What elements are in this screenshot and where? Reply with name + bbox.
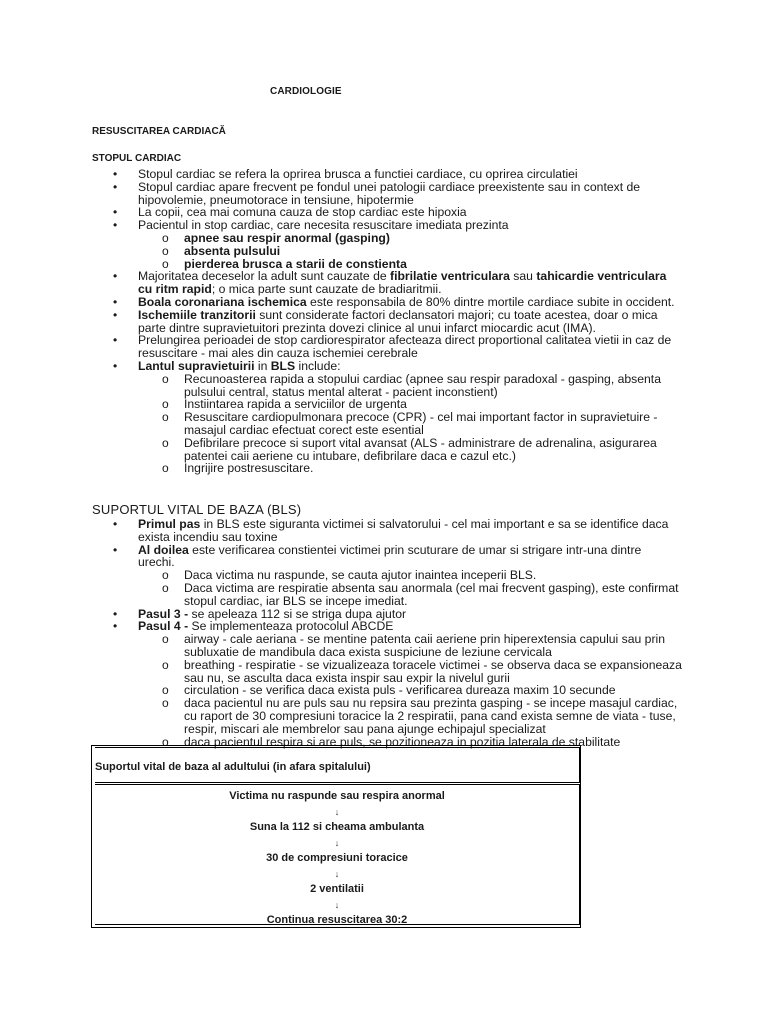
list-item-text: Pacientul in stop cardiac, care necesita resuscitare imediata prezinta bbox=[138, 218, 509, 233]
bullet-icon: • bbox=[113, 542, 118, 557]
arrow-down-icon: ↓ bbox=[334, 900, 340, 910]
bullet-icon: • bbox=[113, 167, 118, 181]
sub-list-item bbox=[0, 659, 768, 685]
sub-list-item-text: daca pacientul nu are puls sau nu repsira sau prezinta gasping - se incepe masajul cardiac, cu raport de 30 compresiuni toracice la 2 respiratii, pana cand exista semne de viata - tuse, respir, miscari ale membrelor sau pana ajunge echipajul specializat bbox=[184, 696, 678, 736]
bls-heading: SUPORTUL VITAL DE BAZA (BLS) bbox=[92, 502, 302, 517]
sub-list-item bbox=[0, 232, 768, 245]
list-item-text: Majoritatea deceselor la adult sunt cauzate de fibrilatie ventriculara sau tahicardie ventriculara cu ritm rapid; o mica parte sunt cauzate de bradiaritmii. bbox=[138, 269, 667, 297]
list-item-text: Boala coronariana ischemica este responsabila de 80% dintre mortile cardiace subite in occident. bbox=[138, 294, 675, 309]
list-item bbox=[0, 181, 768, 207]
sub-bullet-icon: o bbox=[162, 657, 169, 672]
sub-list-item bbox=[0, 437, 768, 463]
sub-list-item-text: Recunoasterea rapida a stopului cardiac (apnee sau respir paradoxal - gasping, absenta pulsului central, status mental alterat - pacient inconstient) bbox=[184, 371, 661, 399]
list-item-text: Al doilea este verificarea constientei victimei prin scuturare de umar si strigare intr-una dintre urechi. bbox=[138, 542, 642, 570]
sub-list-item-text: apnee sau respir anormal (gasping) bbox=[184, 230, 390, 245]
sub-bullet-icon: o bbox=[162, 371, 169, 386]
sub-list-item-text: Ingrijire postresuscitare. bbox=[184, 461, 314, 476]
sub-list-item-text: Daca victima nu raspunde, se cauta ajutor inaintea inceperii BLS. bbox=[184, 568, 537, 583]
list-item bbox=[0, 168, 768, 181]
list-item bbox=[0, 270, 768, 296]
sub-list-item bbox=[0, 373, 768, 399]
flow-step: Victima nu raspunde sau respira anormal bbox=[229, 790, 445, 802]
arrow-down-icon: ↓ bbox=[334, 869, 340, 879]
sub-list-item-text: pierderea brusca a starii de constienta bbox=[184, 256, 407, 271]
sub-list-item bbox=[0, 697, 768, 735]
sub-bullet-icon: o bbox=[162, 410, 169, 425]
bls-list bbox=[0, 518, 768, 748]
sub-bullet-icon: o bbox=[162, 397, 169, 412]
sub-bullet-icon: o bbox=[162, 568, 169, 583]
list-item bbox=[0, 360, 768, 373]
list-item bbox=[0, 309, 768, 335]
list-item-text: Stopul cardiac se refera la oprirea brusca a functiei cardiace, cu oprirea circulatiei bbox=[138, 167, 578, 181]
sub-list-item bbox=[0, 245, 768, 258]
bullet-icon: • bbox=[113, 517, 118, 531]
bls-flow-table bbox=[91, 745, 581, 928]
sub-list-item-text: circulation - se verifica daca exista puls - verificarea dureaza maxim 10 secunde bbox=[184, 683, 616, 698]
bullet-icon: • bbox=[113, 619, 118, 634]
bls-flow-steps bbox=[95, 785, 579, 928]
bullet-icon: • bbox=[113, 218, 118, 233]
flow-step: Continua resuscitarea 30:2 bbox=[266, 914, 408, 926]
list-item-text: Lantul supravietuirii in BLS include: bbox=[138, 358, 341, 373]
sub-bullet-icon: o bbox=[162, 243, 169, 258]
sub-list-item-text: breathing - respiratie - se vizualizeaza toracele victimei - se observa daca se expansioneaza sau nu, se asculta daca exista inspir sau expir la nivelul gurii bbox=[184, 657, 682, 685]
bullet-icon: • bbox=[113, 307, 118, 322]
stop-cardiac-list bbox=[0, 168, 768, 475]
sub-bullet-icon: o bbox=[162, 683, 169, 698]
sub-bullet-icon: o bbox=[162, 696, 169, 711]
sub-list-item-text: absenta pulsului bbox=[184, 243, 281, 258]
bullet-icon: • bbox=[113, 205, 118, 220]
sub-list-item-text: Resuscitare cardiopulmonara precoce (CPR) - cel mai important factor in supravietuire - masajul cardiac efectuat corect este esential bbox=[184, 410, 658, 437]
list-item bbox=[0, 518, 768, 544]
sub-list-item bbox=[0, 462, 768, 475]
sub-bullet-icon: o bbox=[162, 435, 169, 450]
sub-list-item-text: Daca victima are respiratie absenta sau anormala (cel mai frecvent gasping), este confirmat stopul cardiac, iar BLS se incepe imediat. bbox=[184, 580, 679, 608]
sub-bullet-icon: o bbox=[162, 632, 169, 647]
list-item bbox=[0, 334, 768, 360]
sub-list-item-text: Defibrilare precoce si suport vital avansat (ALS - administrare de adrenalina, asigurarea patentei caii aeriene cu intubare, defibrilare daca e cazul etc.) bbox=[184, 435, 657, 463]
list-item-text: Pasul 3 - se apeleaza 112 si se striga dupa ajutor bbox=[138, 606, 407, 621]
list-item-text: Ischemiile tranzitorii sunt considerate factori declansatori majori; cu toate acestea, doar o mica parte dintre supravietuitori prezinta dovezi clinice al unui infarct miocardic acut (IMA). bbox=[138, 307, 658, 335]
list-item-text: Pasul 4 - Se implementeaza protocolul ABCDE bbox=[138, 619, 394, 634]
document-title: CARDIOLOGIE bbox=[270, 86, 342, 97]
sub-list-item-text: airway - cale aeriana - se mentine patenta caii aeriene prin hiperextensia capului sau prin subluxatie de mandibula daca exista suspiciune de leziune cervicala bbox=[184, 632, 666, 659]
bullet-icon: • bbox=[113, 179, 118, 194]
list-item bbox=[0, 544, 768, 570]
flow-step: 30 de compresiuni toracice bbox=[266, 852, 408, 864]
list-item-text: Primul pas in BLS este siguranta victimei si salvatorului - cel mai important e sa se identifice daca exista incendiu sau toxine bbox=[138, 517, 669, 544]
sub-list-item bbox=[0, 411, 768, 437]
flow-step: 2 ventilatii bbox=[310, 883, 364, 895]
sub-list-item-text: Instiintarea rapida a serviciilor de urgenta bbox=[184, 397, 407, 412]
sub-bullet-icon: o bbox=[162, 256, 169, 271]
bullet-icon: • bbox=[113, 333, 118, 348]
list-item-text: Stopul cardiac apare frecvent pe fondul unei patologii cardiace preexistente sau in context de hipovolemie, pneumotorace in tensiune, hipotermie bbox=[138, 179, 641, 207]
bullet-icon: • bbox=[113, 606, 118, 621]
bls-flow-body bbox=[95, 784, 580, 925]
sub-bullet-icon: o bbox=[162, 734, 169, 749]
arrow-down-icon: ↓ bbox=[334, 838, 340, 848]
flow-step: Suna la 112 si cheama ambulanta bbox=[249, 821, 425, 833]
sub-bullet-icon: o bbox=[162, 230, 169, 245]
sub-list-item bbox=[0, 582, 768, 608]
arrow-down-icon: ↓ bbox=[334, 807, 340, 817]
section-title-resuscitare: RESUSCITAREA CARDIACĂ bbox=[92, 126, 226, 137]
list-item-text: Prelungirea perioadei de stop cardiorespirator afecteaza direct proportional calitatea vietii in caz de resuscitare - mai ales din cauza ischemiei cerebrale bbox=[138, 333, 672, 361]
bullet-icon: • bbox=[113, 358, 118, 373]
bls-flow-header bbox=[95, 747, 580, 783]
subsection-title-stop-cardiac: STOPUL CARDIAC bbox=[92, 153, 182, 164]
sub-bullet-icon: o bbox=[162, 580, 169, 595]
bullet-icon: • bbox=[113, 294, 118, 309]
bullet-icon: • bbox=[113, 269, 118, 284]
sub-list-item bbox=[0, 633, 768, 659]
list-item-text: La copii, cea mai comuna cauza de stop cardiac este hipoxia bbox=[138, 205, 467, 220]
bls-flow-title: Suportul vital de baza al adultului (in afara spitalului) bbox=[95, 761, 371, 773]
sub-bullet-icon: o bbox=[162, 461, 169, 476]
sub-list-item-text: daca pacientul respira si are puls, se pozitioneaza in pozitia laterala de stabilitate bbox=[184, 734, 621, 749]
